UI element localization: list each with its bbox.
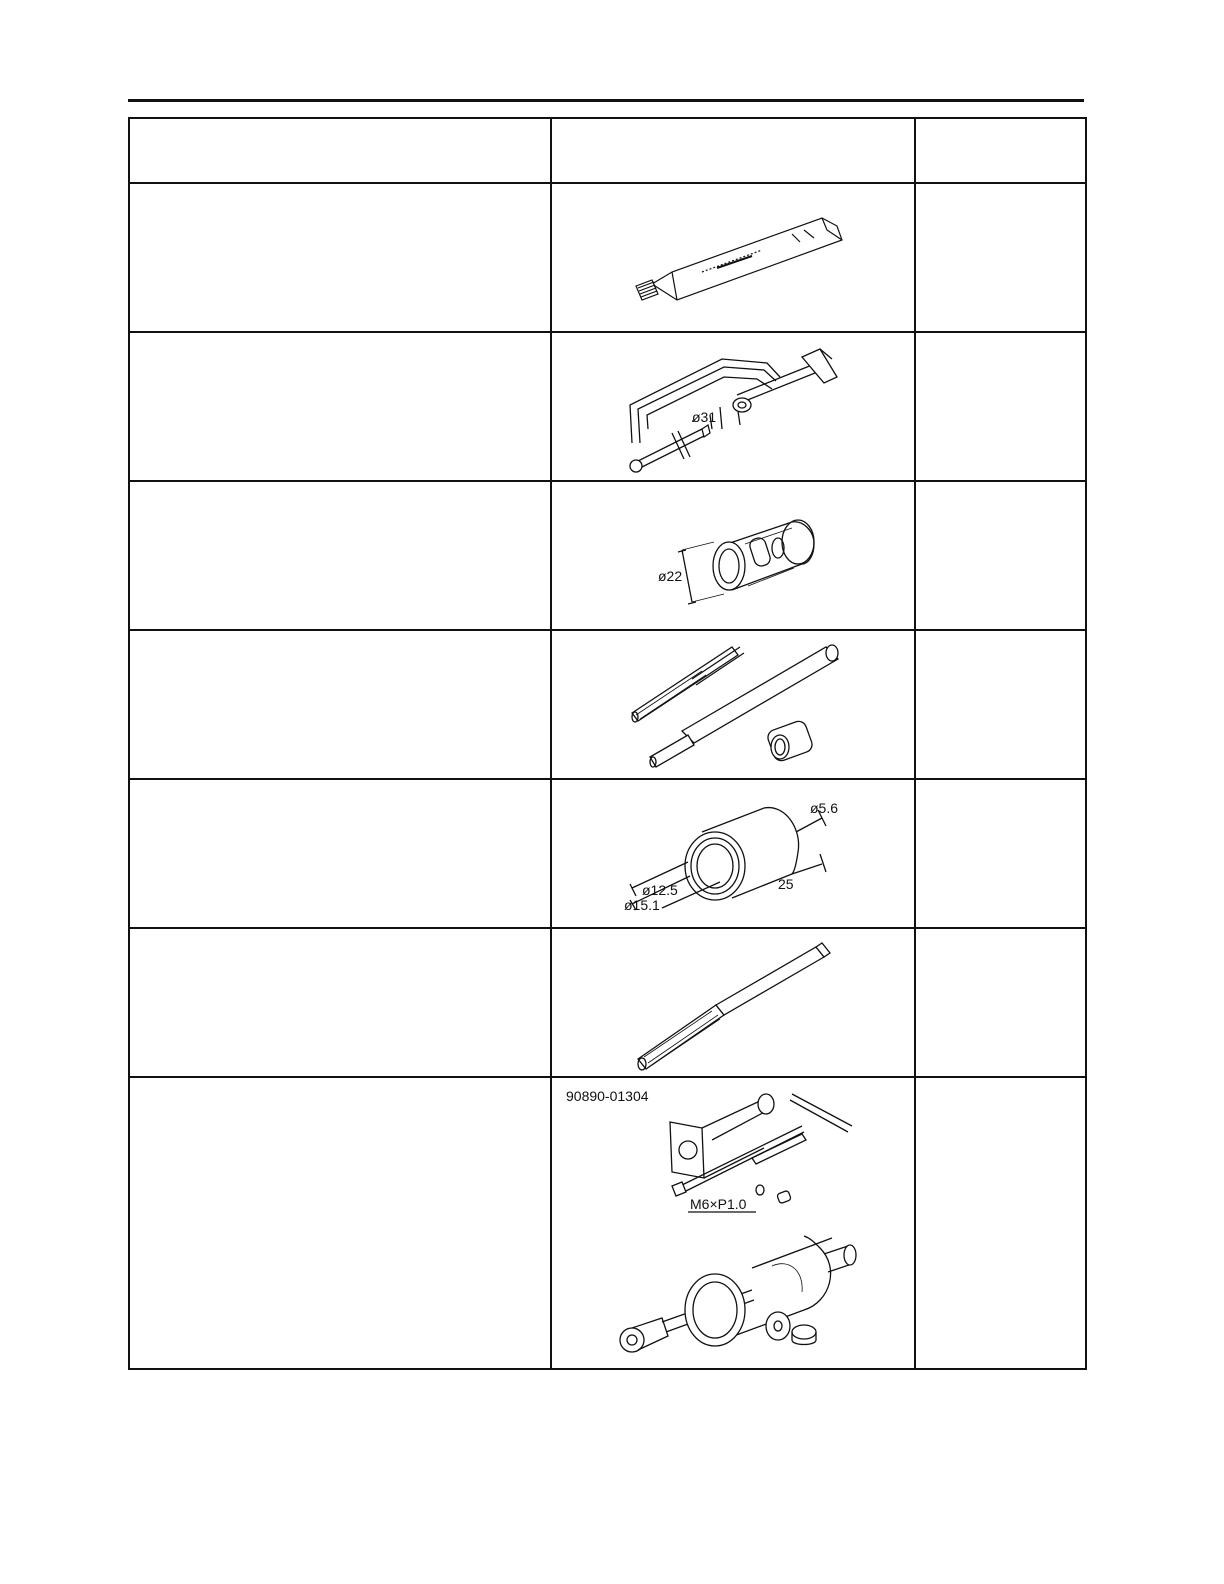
illustration-cell [551, 928, 915, 1077]
dimension-label: M6×P1.0 [690, 1196, 747, 1212]
illustration-cell [551, 183, 915, 332]
dimension-label: ø22 [658, 568, 683, 584]
table-row [129, 481, 1086, 630]
dimension-label: ø5.6 [810, 800, 839, 816]
tool-name-cell [129, 1077, 551, 1369]
tube-icon [552, 184, 916, 331]
tool-name-cell [129, 630, 551, 779]
tool-name-cell [129, 183, 551, 332]
part-number-cell [915, 183, 1086, 332]
dimension-label: ø31 [692, 409, 717, 425]
puller-set-icon [552, 1078, 916, 1368]
valve-spring-attachment-icon [552, 482, 916, 629]
illustration-part-number: 90890-01304 [566, 1088, 649, 1104]
table-row [129, 332, 1086, 481]
header-rule [128, 99, 1084, 102]
table-row [129, 1077, 1086, 1369]
part-number-cell [915, 928, 1086, 1077]
illustration-cell [551, 630, 915, 779]
table-row [129, 630, 1086, 779]
valve-guide-installer-icon [552, 780, 916, 927]
part-number-cell [915, 1077, 1086, 1369]
part-number-cell [915, 481, 1086, 630]
table-header-row [129, 118, 1086, 183]
illustration-cell [551, 481, 915, 630]
illustration-cell [551, 1077, 915, 1369]
tool-name-cell [129, 779, 551, 928]
dimension-label: ø12.5 [642, 882, 678, 898]
table-row [129, 779, 1086, 928]
valve-spring-compressor-icon [552, 333, 916, 480]
special-tools-table [128, 117, 1087, 1370]
illustration-cell [551, 332, 915, 481]
table-row [129, 928, 1086, 1077]
part-number-cell [915, 630, 1086, 779]
reamer-icon [552, 929, 916, 1076]
tool-name-cell [129, 481, 551, 630]
tool-name-cell [129, 332, 551, 481]
tool-name-cell [129, 928, 551, 1077]
table-row [129, 183, 1086, 332]
illustration-cell [551, 779, 915, 928]
part-number-cell [915, 332, 1086, 481]
header-illustration [551, 118, 915, 183]
header-tool-name [129, 118, 551, 183]
dimension-label: ø15.1 [624, 897, 660, 913]
header-part-number [915, 118, 1086, 183]
part-number-cell [915, 779, 1086, 928]
dimension-label: 25 [778, 876, 794, 892]
valve-guide-tool-set-icon [552, 631, 916, 778]
